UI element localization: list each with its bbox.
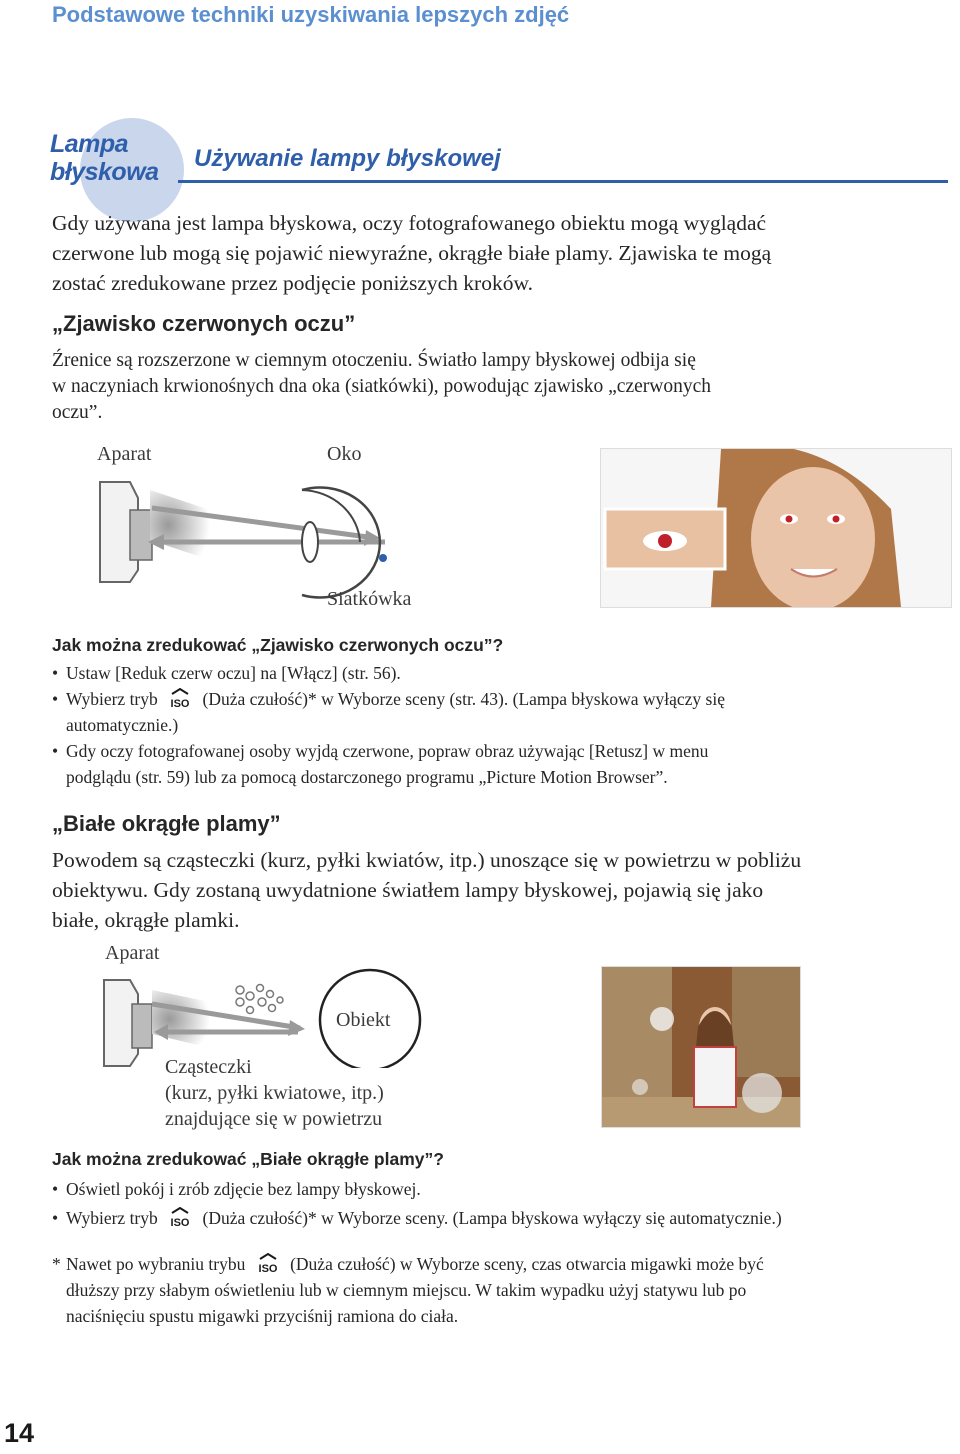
section-tag-line1: Lampa [50,130,129,158]
red-eye-tip: • Wybierz tryb ISO (Duża czułość)* w Wyborze sceny (str. 43). (Lampa błyskowa wyłączy się automatycznie.) [52,686,942,738]
diagram-camera-label: Aparat [97,443,152,465]
svg-text:ISO: ISO [170,1217,190,1227]
diagram-retina-label: Siatkówka [327,588,412,610]
red-eye-tips [52,660,942,790]
red-eye-tip: • Gdy oczy fotografowanej osoby wyjdą czerwone, popraw obraz używając [Retusz] w menu podglądu (str. 59) lub za pomocą dostarczonego programu „Picture Motion Browser”. [52,738,942,790]
orbs-tips [52,1176,952,1231]
orbs-camera-label: Aparat [105,942,160,964]
red-eye-line: oczu”. [52,402,103,423]
intro-line: Gdy używana jest lampa błyskowa, oczy fotografowanego obiektu mogą wyglądać [52,211,767,235]
high-sensitivity-iso-icon [166,688,194,708]
intro-line: zostać zredukowane przez podjęcie poniższych kroków. [52,271,533,295]
orbs-line: obiektywu. Gdy zostaną uwydatnione światłem lampy błyskowej, pojawią się jako [52,878,764,902]
red-eye-line: Źrenice są rozszerzone w ciemnym otoczeniu. Światło lampy błyskowej odbija się [52,350,696,371]
high-sensitivity-iso-icon [254,1253,282,1273]
orbs-object-label: Obiekt [336,1009,391,1031]
red-eye-line: w naczyniach krwionośnych dna oka (siatkówki), powodując zjawisko „czerwonych [52,376,711,397]
orbs-line: Powodem są cząsteczki (kurz, pyłki kwiatów, itp.) unoszące się w powietrzu w pobliżu [52,848,802,872]
intro-line: czerwone lub mogą się pojawić niewyraźne, okrągłe białe plamy. Zjawiska te mogą [52,241,772,265]
page-header: Podstawowe techniki uzyskiwania lepszych zdjęć [52,2,570,27]
high-sensitivity-iso-icon [166,1207,194,1227]
orbs-paragraph [52,845,801,935]
orbs-particles-label: Cząsteczki (kurz, pyłki kwiatowe, itp.) znajdujące się w powietrzu [165,1056,384,1130]
red-eye-photo [600,448,952,608]
red-eye-paragraph [52,348,711,426]
dust-particles-icon [236,985,283,1014]
camera-icon [100,482,152,582]
red-eye-heading: „Zjawisko czerwonych oczu” [52,311,356,336]
orbs-line: białe, okrągłe plamki. [52,908,240,932]
footnote: * Nawet po wybraniu trybu ISO (Duża czułość) w Wyborze sceny, czas otwarcia migawki może być dłuższy przy słabym oświetleniu lub w ciemnym miejscu. W takim wypadku użyj statywu lub po naciśnięciu spustu migawki przyciśnij ramiona do ciała. [52,1251,952,1329]
orbs-tip: • Wybierz tryb ISO (Duża czułość)* w Wyborze sceny. (Lampa błyskowa wyłączy się automatycznie.) [52,1205,952,1231]
flash-burst-icon [150,490,210,560]
diagram-eye-label: Oko [327,443,362,465]
orbs-tip: • Oświetl pokój i zrób zdjęcie bez lampy błyskowej. [52,1176,952,1202]
orbs-photo [601,966,801,1128]
orbs-question: Jak można zredukować „Białe okrągłe plamy”? [52,1149,444,1169]
flash-burst-icon [152,990,210,1048]
red-eye-diagram [90,470,430,600]
orbs-heading: „Białe okrągłe plamy” [52,811,281,836]
section-tag [50,130,159,186]
camera-icon [104,980,152,1066]
svg-text:ISO: ISO [258,1263,278,1273]
footnote-mark: * [52,1254,61,1274]
intro-paragraph [52,208,771,298]
section-tag-line2: błyskowa [50,158,159,186]
section-title: Używanie lampy błyskowej [194,145,501,172]
red-eye-question: Jak można zredukować „Zjawisko czerwonych oczu”? [52,635,504,655]
svg-text:ISO: ISO [170,698,190,708]
red-eye-tip: • Ustaw [Reduk czerw oczu] na [Włącz] (str. 56). [52,660,942,686]
section-rule [178,180,948,183]
page-number: 14 [4,1418,35,1448]
